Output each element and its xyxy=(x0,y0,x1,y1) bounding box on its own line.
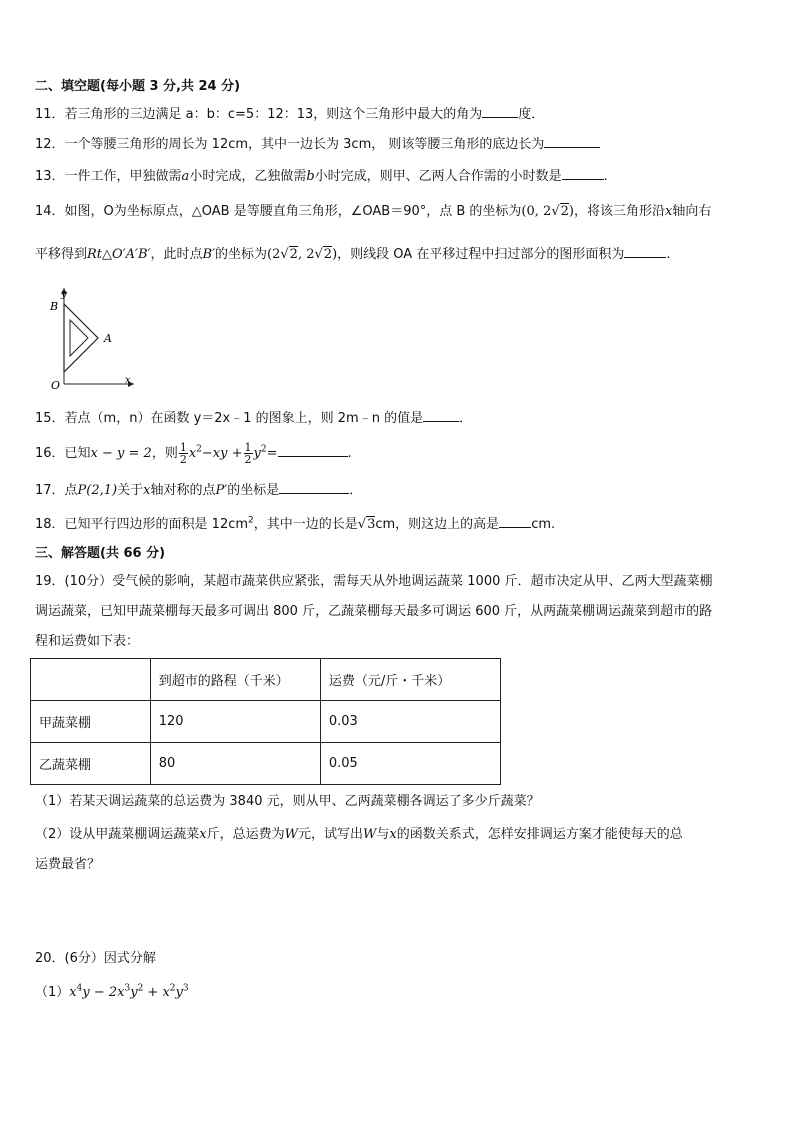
q11-blank[interactable] xyxy=(482,104,518,118)
triangle-oab xyxy=(64,304,98,372)
q20-term: y − 2x xyxy=(82,985,125,1000)
q17-blank[interactable] xyxy=(279,480,349,494)
q18-unit: cm xyxy=(375,517,396,532)
q20-p1-label: （1） xyxy=(35,985,70,1000)
q14-text-2: ，将该三角形沿 xyxy=(573,204,665,219)
question-17 xyxy=(35,480,362,500)
q20-exp: 3 xyxy=(124,983,131,994)
q15-suffix: ． xyxy=(459,411,473,426)
q19-var-x-2: x xyxy=(389,827,397,842)
q19-var-x: x xyxy=(199,827,207,842)
q20-term: x xyxy=(69,985,77,1000)
fig-label-y: y xyxy=(61,289,67,300)
question-16 xyxy=(35,442,352,465)
q14-text: 14．如图，O为坐标原点，△OAB 是等腰直角三角形，∠OAB＝90°，点 B 的坐标为 xyxy=(35,204,522,219)
fig-label-b: B xyxy=(50,300,59,313)
table-header-row xyxy=(31,659,501,701)
q19-var-w-2: W xyxy=(363,827,377,842)
q14-blank[interactable] xyxy=(624,244,666,258)
q16-fraction-1: $\frac{1}{2}$ xyxy=(179,441,187,466)
q14-bprime-coord-close: ) xyxy=(332,247,338,262)
q18-text-2: ，其中一边的长是 xyxy=(253,517,358,532)
q16-condition: x − y = 2 xyxy=(90,446,152,461)
q16-blank[interactable] xyxy=(278,443,348,457)
q16-fraction-2: $\frac{1}{2}$ xyxy=(244,441,252,466)
q19-p2-text-4: 与 xyxy=(376,827,390,842)
q14-bprime-coord: (2 xyxy=(267,247,281,262)
q12-text: 12．一个等腰三角形的周长为 12cm，其中一边长为 3cm， 则该等腰三角形的底边长为 xyxy=(35,137,545,152)
section-title-fill-in: 二、填空题(每小题 3 分,共 24 分) xyxy=(35,79,241,94)
q14-b-coord: (0, 2 xyxy=(521,204,552,219)
q18-blank[interactable] xyxy=(499,514,531,528)
q13-text: 13．一件工作，甲独做需 xyxy=(35,169,182,184)
q16-exp-1: 2 xyxy=(196,444,202,455)
q19-line-3: 程和运费如下表： xyxy=(35,634,140,649)
q12-blank[interactable] xyxy=(544,134,600,148)
question-14-line-1: 14．如图，O为坐标原点，△OAB 是等腰直角三角形，∠OAB＝90°，点 B 的坐标为(0, 2√2)，将该三角形沿x轴向右 xyxy=(35,204,712,219)
q14-bprime-sqrt-2: 2 xyxy=(323,247,333,262)
q20-exp: 4 xyxy=(76,983,83,994)
question-12 xyxy=(35,134,600,154)
q14-text-5: ，此时点 xyxy=(150,247,203,262)
table-cell: 120 xyxy=(150,701,320,743)
q19-p2-text-3: 元，试写出 xyxy=(298,827,364,842)
table-header-cell: 到超市的路程（千米） xyxy=(150,659,320,701)
q15-text: 15．若点（m，n）在函数 y＝2x﹣1 的图象上，则 2m﹣n 的值是 xyxy=(35,411,424,426)
q14-figure xyxy=(42,284,142,394)
fig-label-a: A xyxy=(104,332,112,345)
q13-var-a: a xyxy=(181,169,190,184)
q19-part-2-line-2: 运费最省？ xyxy=(35,857,101,872)
q19-part-1: （1）若某天调运蔬菜的总运费为 3840 元，则从甲、乙两蔬菜棚各调运了多少斤蔬菜？ xyxy=(35,794,540,809)
q11-suffix: 度． xyxy=(518,107,545,122)
q16-exp-2: 2 xyxy=(260,444,267,455)
q17-text-4: 的坐标是 xyxy=(227,483,280,498)
q20-title: 20．(6分）因式分解 xyxy=(35,951,156,966)
q16-term-y: y xyxy=(253,446,261,461)
q19-p2-text: （2）设从甲蔬菜棚调运蔬菜 xyxy=(35,827,200,842)
q19-line-1: 19．(10分）受气候的影响，某超市蔬菜供应紧张，需每天从外地调运蔬菜 1000 斤．超市决定从甲、乙两大型蔬菜棚 xyxy=(35,574,713,589)
q16-text: 16．已知 xyxy=(35,446,91,461)
q18-exp: 2 xyxy=(248,515,254,526)
q17-text: 17．点 xyxy=(35,483,78,498)
question-14-line-2: 平移得到Rt△O′A′B′，此时点B′的坐标为(2√2, 2√2)，则线段 OA 在平移过程中扫过部分的图形面积为 . xyxy=(35,244,670,264)
q14-x-axis: x xyxy=(664,204,673,219)
q14-bprime-coord-2: , 2 xyxy=(297,247,315,262)
q13-blank[interactable] xyxy=(562,166,604,180)
q14-point-bprime: B′ xyxy=(202,247,216,262)
q18-text: 18．已知平行四边形的面积是 12cm xyxy=(35,517,249,532)
table-row xyxy=(31,743,501,785)
q20-term: y xyxy=(175,985,183,1000)
shipping-table xyxy=(30,658,501,785)
q14-text-3: 轴向右 xyxy=(672,204,712,219)
question-15 xyxy=(35,408,472,428)
q13-text-3: 小时完成，则甲、乙两人合作需的小时数是 xyxy=(314,169,562,184)
q17-x-axis: x xyxy=(143,483,151,498)
question-13 xyxy=(35,166,608,186)
q20-exp: 2 xyxy=(137,983,144,994)
q13-var-b: b xyxy=(306,169,315,184)
section-title-solve: 三、解答题(共 66 分) xyxy=(35,546,166,561)
q14-b-coord-close: ) xyxy=(568,204,574,219)
q17-text-3: 轴对称的点 xyxy=(150,483,216,498)
q16-term-x: x xyxy=(188,446,197,461)
q11-text: 11．若三角形的三边满足 a：b：c=5：12：13，则这个三角形中最大的角为 xyxy=(35,107,483,122)
q20-exp: 3 xyxy=(182,983,189,994)
q16-text-2: ，则 xyxy=(151,446,178,461)
q16-equals: = xyxy=(266,446,278,461)
q13-suffix: . xyxy=(603,169,608,184)
q14-triangle-name: Rt△O′A′B′ xyxy=(87,247,151,262)
table-cell: 0.05 xyxy=(320,743,500,785)
fig-label-o: O xyxy=(51,379,61,392)
q17-suffix: ． xyxy=(349,483,363,498)
fig-label-x: x xyxy=(125,375,131,386)
q16-suffix: . xyxy=(347,446,352,461)
q18-suffix: cm. xyxy=(531,517,556,532)
question-11 xyxy=(35,104,544,124)
table-row xyxy=(31,701,501,743)
q18-text-3: ，则这边上的高是 xyxy=(395,517,500,532)
q19-line-2: 调运蔬菜，已知甲蔬菜棚每天最多可调出 800 斤，乙蔬菜棚每天最多可调运 600 斤，从两蔬菜棚调运蔬菜到超市的路 xyxy=(35,604,713,619)
table-header-cell xyxy=(31,659,151,701)
q20-part-1 xyxy=(35,984,189,1002)
q20-term: y xyxy=(130,985,138,1000)
table-header-cell: 运费（元/斤・千米） xyxy=(320,659,500,701)
q18-sqrt: 3 xyxy=(367,517,376,532)
q14-bprime-sqrt-1: 2 xyxy=(289,247,298,262)
q20-exp: 2 xyxy=(169,983,176,994)
q14-text-6: 的坐标为 xyxy=(215,247,268,262)
q19-var-w: W xyxy=(284,827,299,842)
q19-part-2-line-1 xyxy=(35,826,683,844)
table-cell: 甲蔬菜棚 xyxy=(31,701,151,743)
q14-text-7: ，则线段 OA 在平移过程中扫过部分的图形面积为 xyxy=(337,247,625,262)
table-cell: 0.03 xyxy=(320,701,500,743)
q14-suffix: . xyxy=(666,247,671,262)
table-cell: 80 xyxy=(150,743,320,785)
q19-p2-text-5: 的函数关系式，怎样安排调运方案才能使每天的总 xyxy=(396,827,683,842)
q15-blank[interactable] xyxy=(423,408,459,422)
q13-text-2: 小时完成，乙独做需 xyxy=(189,169,307,184)
q17-point-p: P(2,1) xyxy=(77,483,118,498)
q17-point-pprime: P′ xyxy=(215,483,228,498)
question-18: 18．已知平行四边形的面积是 $12cm^2$，其中一边的长是√3cm，则这边上的高是 cm. xyxy=(35,515,556,532)
table-cell: 乙蔬菜棚 xyxy=(31,743,151,785)
q19-p2-text-2: 斤，总运费为 xyxy=(206,827,285,842)
q17-text-2: 关于 xyxy=(117,483,144,498)
q14-b-coord-sqrt: 2 xyxy=(560,204,569,219)
q16-term-xy: −xy + xyxy=(201,446,243,461)
q14-text-4: 平移得到 xyxy=(35,247,88,262)
q20-term: + x xyxy=(143,985,170,1000)
